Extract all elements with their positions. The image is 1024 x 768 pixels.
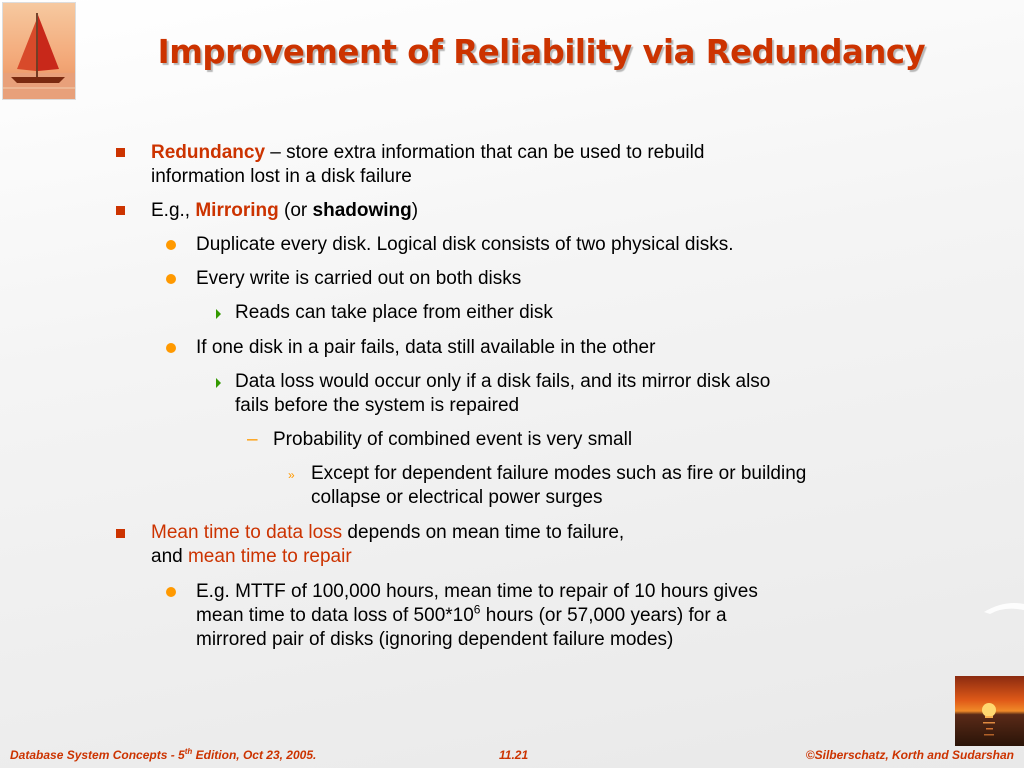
dot-bullet-icon (166, 343, 176, 353)
dash-bullet-icon: – (247, 429, 258, 450)
square-bullet-icon (116, 529, 125, 538)
dot-bullet-icon (166, 274, 176, 284)
bullet-text: hours (or 57,000 years) for a (480, 605, 727, 626)
bullet-text: fails before the system is repaired (235, 395, 520, 416)
bullet-duplicate: Duplicate every disk. Logical disk consists of two physical disks. (196, 234, 734, 255)
bullet-text: – store extra information that can be used to rebuild (265, 142, 705, 163)
bullet-text: collapse or electrical power surges (311, 487, 603, 508)
bullet-one-disk-fails: If one disk in a pair fails, data still available in the other (196, 337, 656, 358)
superscript: 6 (473, 602, 481, 617)
term-redundancy: Redundancy (151, 142, 266, 163)
bullet-except (311, 462, 931, 510)
bullet-mirroring (151, 199, 418, 223)
slide-footer (0, 744, 1024, 764)
bullet-text: mean time to data loss of 500*10 (196, 605, 474, 626)
bullet-every-write: Every write is carried out on both disks (196, 268, 522, 289)
bullet-text: Except for dependent failure modes such as fire or building (311, 463, 807, 484)
bullet-reads: Reads can take place from either disk (235, 302, 553, 323)
footer-superscript: th (184, 747, 193, 756)
term-mean-time-to-repair: mean time to repair (187, 546, 352, 567)
slide-number: 11.21 (499, 748, 529, 762)
term-mean-time-to-data-loss: Mean time to data loss (151, 522, 343, 543)
footer-left (10, 748, 316, 762)
bullet-mttf-example (196, 580, 916, 652)
slide-title: Improvement of Reliability via Redundancy (157, 32, 926, 71)
bullet-text: information lost in a disk failure (151, 166, 412, 187)
footer-copyright: ©Silberschatz, Korth and Sudarshan (805, 748, 1014, 762)
bullet-text: Data loss would occur only if a disk fails, and its mirror disk also (235, 371, 771, 392)
double-arrow-bullet-icon: » (288, 468, 295, 482)
decorative-streak-icon (984, 600, 1024, 614)
bullet-text: depends on mean time to failure, (342, 522, 625, 543)
dot-bullet-icon (166, 240, 176, 250)
bullet-text: (or (278, 200, 313, 221)
triangle-bullet-icon (216, 378, 221, 388)
triangle-bullet-icon (216, 309, 221, 319)
bullet-text: mirrored pair of disks (ignoring dependent failure modes) (196, 629, 674, 650)
square-bullet-icon (116, 206, 125, 215)
sunset-image-icon (955, 676, 1024, 746)
bullet-mean-time (151, 521, 851, 569)
footer-text: Edition, Oct 23, 2005. (192, 748, 317, 762)
bullet-data-loss (235, 370, 915, 418)
footer-text: Database System Concepts - 5 (10, 748, 185, 762)
bullet-text: ) (411, 200, 419, 221)
term-shadowing: shadowing (312, 200, 412, 221)
bullet-text: E.g., (151, 200, 196, 221)
bullet-text: E.g. MTTF of 100,000 hours, mean time to repair of 10 hours gives (196, 581, 758, 602)
dot-bullet-icon (166, 587, 176, 597)
term-mirroring: Mirroring (195, 200, 279, 221)
square-bullet-icon (116, 148, 125, 157)
bullet-redundancy (151, 141, 851, 189)
bullet-probability: Probability of combined event is very small (273, 429, 633, 450)
bullet-text: and (151, 546, 188, 567)
